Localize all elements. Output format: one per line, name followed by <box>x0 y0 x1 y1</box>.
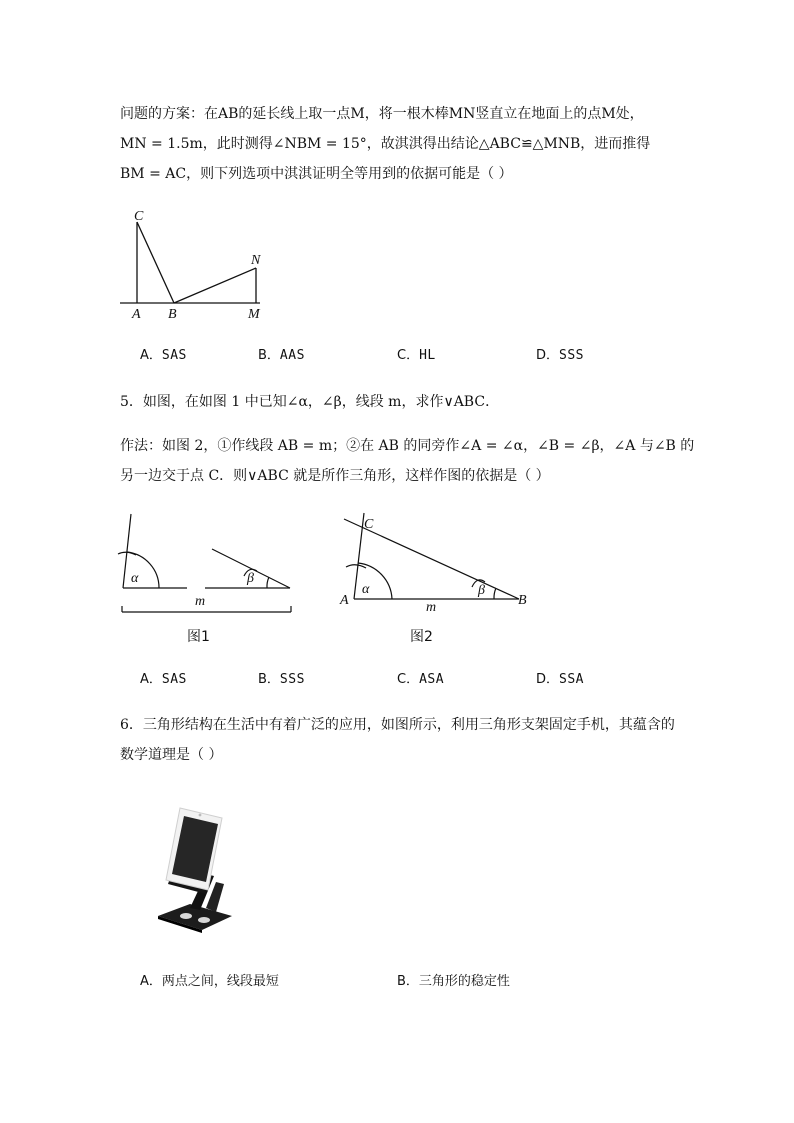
q4-figure <box>112 200 282 325</box>
stand-base-hole <box>198 917 210 923</box>
stand-base-hole <box>180 913 192 919</box>
q4-text-line-2: MN = 1.5m，此时测得∠NBM = 15°，故淇淇得出结论△ABC≌△MNB，进而推得 <box>120 136 651 152</box>
label-beta: β <box>247 571 254 586</box>
segment-cb <box>137 222 174 303</box>
option-key: C． <box>397 672 420 687</box>
q4-option-d[interactable] <box>536 347 584 365</box>
q5-option-a[interactable] <box>140 671 187 689</box>
option-key: D． <box>536 672 560 687</box>
option-value: 两点之间，线段最短 <box>161 974 279 989</box>
option-key: B． <box>397 974 419 989</box>
q6-option-b[interactable] <box>397 973 510 991</box>
option-value: SSA <box>559 672 584 687</box>
option-value: 三角形的稳定性 <box>418 974 510 989</box>
q4-option-c[interactable] <box>397 347 436 365</box>
option-value: SSS <box>279 672 305 687</box>
option-key: B． <box>258 348 280 363</box>
a-construction-arc <box>346 565 366 568</box>
q4-option-b[interactable] <box>258 347 305 365</box>
q4-option-a[interactable] <box>140 347 187 365</box>
option-value: SAS <box>161 348 187 363</box>
q5-text-line-1: 5．如图，在如图 1 中已知∠α，∠β，线段 m，求作∨ABC． <box>120 394 500 410</box>
q5-figure-1 <box>115 508 300 620</box>
label-b: B <box>518 593 527 608</box>
option-key: D． <box>536 348 560 363</box>
option-value: AAS <box>279 348 305 363</box>
option-key: A． <box>140 348 162 363</box>
label-a: A <box>340 593 349 608</box>
label-b: B <box>168 307 177 322</box>
phone-stand-image <box>150 800 240 935</box>
option-value: SAS <box>161 672 187 687</box>
label-m: m <box>426 600 437 615</box>
q6-option-a[interactable] <box>140 973 279 991</box>
angle-beta-arc <box>267 577 269 588</box>
q6-text-line-1: 6．三角形结构在生活中有着广泛的应用，如图所示，利用三角形支架固定手机，其蕴含的 <box>120 717 675 733</box>
q5-option-b[interactable] <box>258 671 305 689</box>
label-m: m <box>195 594 206 609</box>
angle-b-arc <box>494 588 496 599</box>
option-key: A． <box>140 672 162 687</box>
q4-text-line-1: 问题的方案：在AB的延长线上取一点M，将一根木棒MN竖直立在地面上的点M处， <box>120 106 644 122</box>
q5-figure-2 <box>336 507 536 617</box>
label-c: C <box>134 209 144 224</box>
label-alpha: α <box>131 571 139 586</box>
option-value: HL <box>419 348 436 363</box>
q6-text-line-2: 数学道理是（ ） <box>120 747 223 763</box>
q4-text-line-3: BM = AC，则下列选项中淇淇证明全等用到的依据可能是（ ） <box>120 166 513 182</box>
option-value: SSS <box>559 348 584 363</box>
option-value: ASA <box>419 672 445 687</box>
label-alpha: α <box>362 582 370 597</box>
q5-option-d[interactable] <box>536 671 584 689</box>
label-m: M <box>248 307 260 322</box>
q5-text-line-3: 另一边交于点 C．则∨ABC 就是所作三角形，这样作图的依据是（ ） <box>120 468 550 484</box>
label-c: C <box>364 517 374 532</box>
option-key: C． <box>397 348 420 363</box>
option-key: A． <box>140 974 162 989</box>
q5-text-line-2: 作法：如图 2，①作线段 AB = m；②在 AB 的同旁作∠A = ∠α，∠B = ∠β，∠A 与∠B 的 <box>120 438 695 454</box>
label-beta: β <box>478 583 485 598</box>
figure-2-caption: 图2 <box>410 629 433 645</box>
phone-camera <box>199 814 202 817</box>
figure-1-caption: 图1 <box>187 629 210 645</box>
angle-alpha-ray <box>123 514 131 588</box>
label-n: N <box>251 253 261 268</box>
q5-option-c[interactable] <box>397 671 444 689</box>
segment-bn <box>174 268 256 303</box>
label-a: A <box>132 307 141 322</box>
option-key: B． <box>258 672 280 687</box>
